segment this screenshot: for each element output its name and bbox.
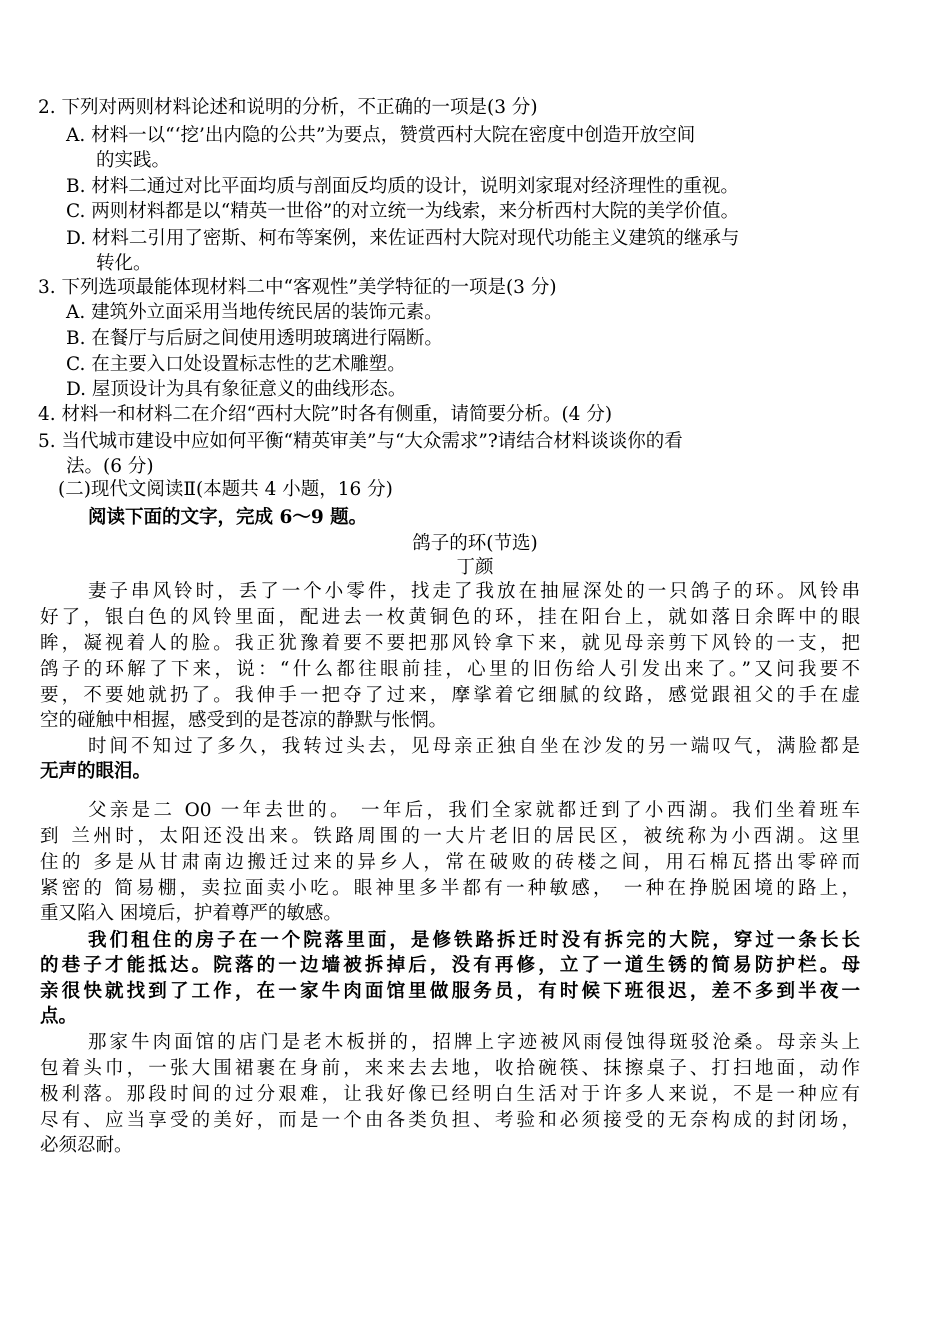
question-2-option-b: B. 材料二通过对比平面均质与剖面反均质的设计，说明刘家琨对经济理性的重视。 xyxy=(66,176,739,197)
question-3-stem: 3. 下列选项最能体现材料二中“客观性”美学特征的一项是(3 分) xyxy=(38,277,557,298)
passage-line: 极利落。那段时间的过分艰难，让我好像已经明白生活对于许多人来说，不是一种应有 xyxy=(40,1084,860,1105)
passage-line: 鸽子的环解了下来，说：“什么都往眼前挂，心里的旧伤给人引发出来了。”又问我要不 xyxy=(40,659,860,680)
passage-title: 鸽子的环(节选) xyxy=(412,533,538,554)
passage-line: 妻子串风铃时，丢了一个小零件，找走了我放在抽屉深处的一只鸽子的环。风铃串 xyxy=(88,581,860,602)
passage-line: 点。 xyxy=(40,1006,78,1027)
passage-line: 住的 多是从甘肃南边搬迁过来的异乡人，常在破败的砖楼之间，用石棉瓦搭出零碎而 xyxy=(40,852,860,873)
section-instruction: 阅读下面的文字，完成 6～9 题。 xyxy=(88,507,368,528)
passage-line: 重又陷入 困境后，护着尊严的敏感。 xyxy=(40,903,342,924)
passage-line: 我们租住的房子在一个院落里面，是修铁路拆迁时没有拆完的大院，穿过一条长长 xyxy=(88,930,860,951)
passage-line: 包着头巾，一张大围裙裹在身前，来来去去地，收拾碗筷、抹擦桌子、打扫地面，动作 xyxy=(40,1058,860,1079)
passage-line: 要，不要她就扔了。我伸手一把夺了过来，摩挲着它细腻的纹路，感觉跟祖父的手在虚 xyxy=(40,685,860,706)
passage-line: 空的碰触中相握，感受到的是苍凉的静默与怅惘。 xyxy=(40,710,448,731)
question-3-option-d: D. 屋顶设计为具有象征意义的曲线形态。 xyxy=(66,379,407,400)
passage-line: 好了，银白色的风铃里面，配进去一枚黄铜色的环，挂在阳台上，就如落日余晖中的眼 xyxy=(40,607,860,628)
question-3-option-c: C. 在主要入口处设置标志性的艺术雕塑。 xyxy=(66,354,406,375)
question-4: 4. 材料一和材料二在介绍“西村大院”时各有侧重，请简要分析。(4 分) xyxy=(38,404,613,425)
question-2-option-c: C. 两则材料都是以“精英一世俗”的对立统一为线索，来分析西村大院的美学价值。 xyxy=(66,201,740,222)
passage-line: 眸，凝视着人的脸。我正犹豫着要不要把那风铃拿下来，就见母亲剪下风铃的一支，把 xyxy=(40,633,860,654)
question-2-stem: 2. 下列对两则材料论述和说明的分析，不正确的一项是(3 分) xyxy=(38,97,538,118)
passage-line: 紧密的 简易棚，卖拉面卖小吃。眼神里多半都有一种敏感， 一种在挣脱困境的路上， xyxy=(40,878,860,899)
passage-line: 尽有、应当享受的美好，而是一个由各类负担、考验和必须接受的无奈构成的封闭场， xyxy=(40,1110,860,1131)
passage-author: 丁颜 xyxy=(456,557,494,578)
passage-line: 无声的眼泪。 xyxy=(40,761,152,782)
question-5-cont: 法。(6 分) xyxy=(66,456,154,477)
question-5: 5. 当代城市建设中应如何平衡“精英审美”与“大众需求”?请结合材料谈谈你的看 xyxy=(38,431,683,452)
passage-line: 那家牛肉面馆的店门是老木板拼的，招牌上字迹被风雨侵蚀得斑驳沧桑。母亲头上 xyxy=(88,1032,860,1053)
section-heading: (二)现代文阅读Ⅱ(本题共 4 小题，16 分) xyxy=(58,479,393,500)
passage-line: 必须忍耐。 xyxy=(40,1135,133,1156)
passage-line: 亲很快就找到了工作，在一家牛肉面馆里做服务员，有时候下班很迟，差不多到半夜一 xyxy=(40,981,860,1002)
question-2-option-d-cont: 转化。 xyxy=(96,253,152,274)
question-3-option-b: B. 在餐厅与后厨之间使用透明玻璃进行隔断。 xyxy=(66,328,443,349)
passage-line: 到 兰州时，太阳还没出来。铁路周围的一大片老旧的居民区，被统称为小西湖。这里 xyxy=(40,826,860,847)
question-2-option-d: D. 材料二引用了密斯、柯布等案例，来佐证西村大院对现代功能主义建筑的继承与 xyxy=(66,228,740,249)
passage-line: 的巷子才能抵达。院落的一边墙被拆掉后，没有再修，立了一道生锈的简易防护栏。母 xyxy=(40,955,860,976)
question-2-option-a: A. 材料一以“‘挖’出内隐的公共”为要点，赞赏西村大院在密度中创造开放空间 xyxy=(66,125,696,146)
passage-line: 时间不知过了多久，我转过头去，见母亲正独自坐在沙发的另一端叹气，满脸都是 xyxy=(88,736,860,757)
question-3-option-a: A. 建筑外立面采用当地传统民居的装饰元素。 xyxy=(66,302,443,323)
passage-line: 父亲是二 O0 一年去世的。 一年后，我们全家就都迁到了小西湖。我们坐着班车 xyxy=(88,800,860,821)
question-2-option-a-cont: 的实践。 xyxy=(96,150,171,171)
